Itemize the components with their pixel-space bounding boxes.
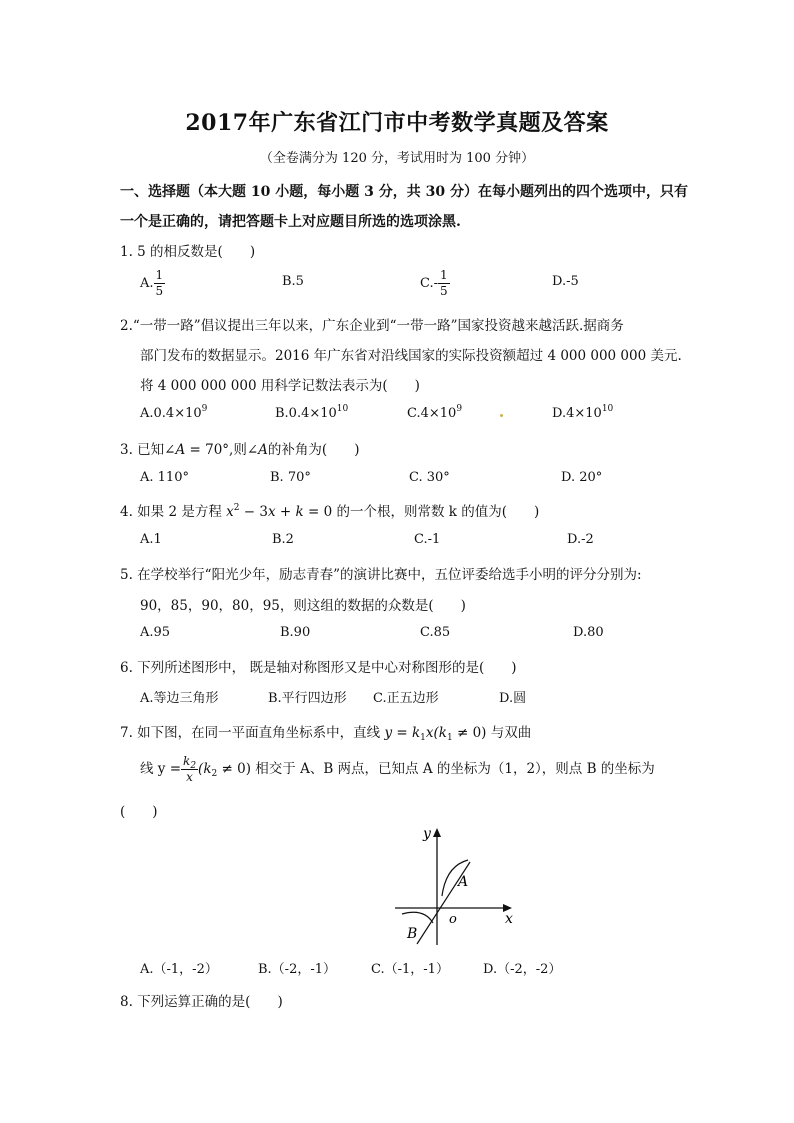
q7-line1-math3: ≠ 0) — [452, 725, 487, 741]
q2-a-exponent: 9 — [201, 404, 208, 414]
q4-eq-part3: = 0 — [303, 504, 333, 520]
q6-option-a: A.等边三角形 — [140, 691, 219, 706]
q4-eq-exponent: 2 — [233, 503, 240, 513]
q6-option-c: C.正五边形 — [373, 691, 439, 706]
q1-option-a-fraction — [154, 268, 166, 299]
q1-option-b: B.5 — [282, 274, 304, 289]
q7-line1-post: 与双曲 — [486, 725, 532, 741]
q7-option-a: A.（-1，-2） — [140, 962, 218, 977]
question-2-line3: 将 4 000 000 000 用科学记数法表示为( ) — [140, 378, 420, 394]
q4-eq-part1: − 3 — [239, 504, 268, 520]
q4-option-b: B.2 — [272, 532, 294, 547]
question-6-stem: 6. 下列所述图形中， 既是轴对称图形又是中心对称图形的是( ) — [120, 660, 517, 676]
q7-frac-k: k — [183, 754, 191, 768]
q7-line1-sub2: 1 — [446, 733, 453, 743]
exam-info: （全卷满分为 120 分，考试用时为 100 分钟） — [259, 151, 535, 166]
q4-option-d: D.-2 — [567, 532, 594, 547]
q3-option-a: A. 110° — [140, 470, 189, 485]
origin-label: o — [449, 912, 457, 927]
q4-eq-x2: x — [267, 504, 276, 520]
q3-stem-pre: 3. 已知∠ — [120, 442, 176, 458]
q4-stem-pre: 4. 如果 2 是方程 — [120, 504, 227, 520]
q3-option-c: C. 30° — [409, 470, 450, 485]
q7-option-b: B.（-2，-1） — [258, 962, 337, 977]
q3-angle-var-1: A — [175, 442, 186, 458]
q3-angle-var-2: A — [258, 442, 268, 458]
q7-line2-cond-sub: 2 — [211, 769, 218, 779]
question-8-stem: 8. 下列运算正确的是( ) — [120, 994, 283, 1010]
coordinate-figure — [390, 822, 520, 952]
q2-c-base: C.4×10 — [407, 406, 457, 421]
q1-option-c — [420, 268, 450, 299]
q3-option-d: D. 20° — [561, 470, 603, 485]
q1-a-denominator: 5 — [155, 284, 164, 298]
q3-option-b: B. 70° — [270, 470, 311, 485]
q4-option-c: C.-1 — [414, 532, 441, 547]
q1-a-numerator: 1 — [155, 268, 164, 282]
q1-option-a — [140, 268, 165, 299]
q3-stem-mid: = 70°,则∠ — [185, 442, 259, 458]
q1-option-d: D.-5 — [552, 274, 579, 289]
q7-fraction — [181, 754, 198, 785]
question-2-line2: 部门发布的数据显示。2016 年广东省对沿线国家的实际投资额超过 4 000 000 000 美元. — [140, 348, 682, 364]
question-7-line2 — [140, 754, 655, 785]
question-2-line1: 2.“一带一路”倡议提出三年以来，广东企业到“一带一路”国家投资越来越活跃.据商务 — [120, 318, 624, 334]
q4-option-a: A.1 — [140, 532, 162, 547]
page-title: 2017年广东省江门市中考数学真题及答案 — [185, 110, 609, 136]
q7-line2-cond-post: ≠ 0) — [217, 761, 251, 777]
question-5-line2: 90，85，90，80，95，则这组的数据的众数是( ) — [140, 598, 466, 614]
q4-eq-k: k — [295, 504, 304, 520]
q7-line1-pre: 7. 如下图，在同一平面直角坐标系中，直线 — [120, 725, 385, 741]
q4-stem-post: 的一个根，则常数 k 的值为( ) — [332, 504, 540, 520]
q5-option-c: C.85 — [420, 625, 451, 640]
q3-stem-post: 的补角为( ) — [267, 442, 360, 458]
question-5-line1: 5. 在学校举行“阳光少年，励志青春”的演讲比赛中，五位评委给选手小明的评分分别为: — [120, 567, 642, 583]
q1-c-denominator: 5 — [440, 284, 448, 298]
q1-option-c-prefix: C.- — [420, 276, 439, 291]
q7-option-d: D.（-2，-2） — [483, 962, 562, 977]
q6-option-d: D.圆 — [499, 691, 527, 706]
section-heading-line1: 一、选择题（本大题 10 小题，每小题 3 分，共 30 分）在每小题列出的四个选项中，只有 — [120, 184, 688, 200]
q2-option-a — [140, 406, 207, 421]
q7-line1-sub1: 1 — [420, 733, 426, 743]
q7-line2-post: 相交于 A、B 两点，已知点 A 的坐标为（1，2），则点 B 的坐标为 — [250, 761, 655, 777]
q1-option-c-fraction — [438, 268, 450, 299]
q7-line1-math: y = k — [384, 725, 421, 741]
q4-eq-part2: + — [275, 504, 296, 520]
point-b-label: B — [407, 926, 418, 942]
question-7-line3: ( ) — [120, 804, 158, 820]
q1-option-a-prefix: A. — [140, 276, 154, 291]
q6-option-b: B.平行四边形 — [268, 691, 347, 706]
question-4-stem — [120, 500, 539, 520]
point-a-label: A — [458, 874, 469, 890]
q2-option-b — [275, 406, 348, 421]
q7-line2-cond: (k — [198, 761, 212, 777]
q2-b-base: B.0.4×10 — [275, 406, 337, 421]
q2-option-d — [552, 406, 613, 421]
q2-d-base: D.4×10 — [552, 406, 602, 421]
q7-frac-k-sub: 2 — [190, 761, 197, 771]
hyperbola-branch-2 — [402, 912, 433, 923]
q5-option-a: A.95 — [140, 625, 171, 640]
q5-option-b: B.90 — [280, 625, 311, 640]
q7-frac-numerator — [181, 754, 198, 770]
q7-option-c: C.（-1，-1） — [371, 962, 449, 977]
q4-eq-x: x — [226, 504, 234, 520]
q2-option-c — [407, 406, 462, 421]
x-axis-label: x — [505, 911, 513, 927]
question-1-stem: 1. 5 的相反数是( ) — [120, 244, 256, 260]
q2-c-exponent: 9 — [456, 404, 463, 414]
q5-option-d: D.80 — [573, 625, 604, 640]
q1-c-numerator: 1 — [440, 268, 448, 282]
stray-dot — [500, 414, 503, 417]
q7-frac-denominator: x — [186, 770, 193, 784]
y-axis-label: y — [423, 826, 431, 842]
question-3-stem — [120, 438, 359, 458]
q2-b-exponent: 10 — [336, 404, 349, 414]
q7-line2-pre: 线 y = — [140, 761, 182, 777]
question-7-line1 — [120, 721, 531, 741]
y-axis-arrow — [433, 828, 441, 837]
q2-a-base: A.0.4×10 — [140, 406, 202, 421]
q7-line1-math2: x(k — [425, 725, 447, 741]
q2-d-exponent: 10 — [601, 404, 614, 414]
section-heading-line2: 一个是正确的，请把答题卡上对应题目所选的选项涂黑. — [120, 214, 461, 230]
